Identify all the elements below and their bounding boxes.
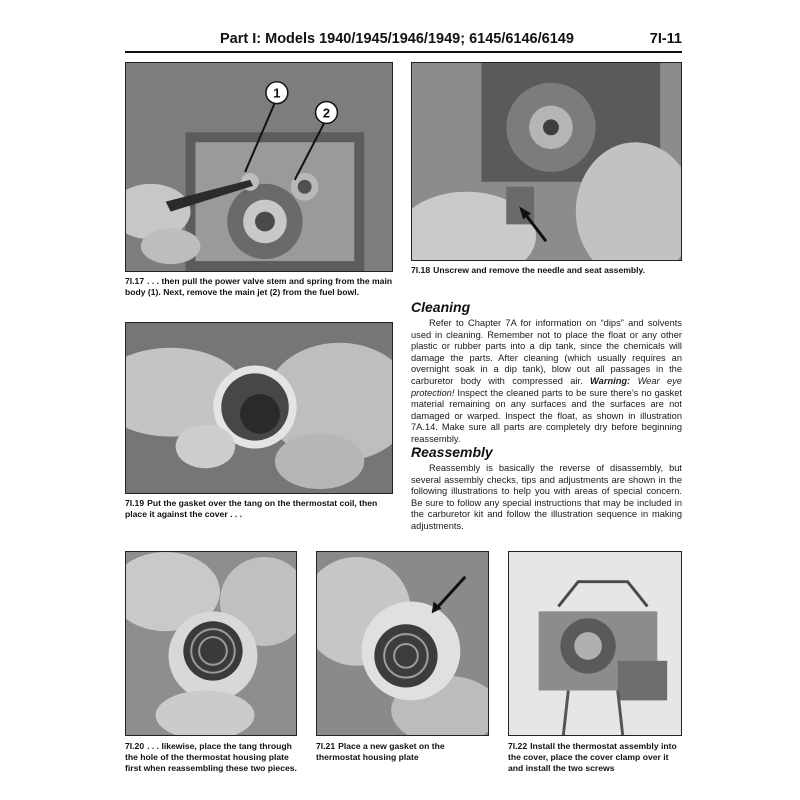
warning-label: Warning: xyxy=(590,375,631,386)
page-number: 7I-11 xyxy=(649,31,682,47)
callout-2-label: 2 xyxy=(322,105,331,121)
photo-7i17 xyxy=(125,62,393,272)
figure-number: 7I.19 xyxy=(125,498,145,508)
caption-text: Unscrew and remove the needle and seat assembly. xyxy=(433,265,646,275)
caption-text: Put the gasket over the tang on the thermostat coil, then place it against the cover . . . xyxy=(125,498,378,519)
photo-7i21 xyxy=(316,551,489,736)
heading-reassembly: Reassembly xyxy=(411,444,493,460)
photo-7i19 xyxy=(125,322,393,494)
caption-text: Install the thermostat assembly into the cover, place the cover clamp over it and install the two screws xyxy=(508,741,677,773)
warning-text: Wear eye protection! xyxy=(411,375,682,398)
caption-7i19 xyxy=(125,498,393,520)
caption-7i20 xyxy=(125,741,297,774)
caption-7i18 xyxy=(411,265,682,276)
caption-7i17 xyxy=(125,276,393,298)
heading-cleaning: Cleaning xyxy=(411,299,471,315)
photo-7i18 xyxy=(411,62,682,261)
callout-1 xyxy=(266,82,288,104)
callout-2 xyxy=(316,102,338,124)
reassembly-text xyxy=(411,463,682,533)
figure-number: 7I.22 xyxy=(508,741,528,751)
cleaning-text-1: Refer to Chapter 7A for information on “dips” and solvents used in cleaning. Remember not to place the float or any other plastic or rubber parts into a dip tank, since the chemicals will damage the parts. After cleaning (which usually requires an overnight soak in a dip tank), blow out all passages in the carburetor body with compressed air. xyxy=(411,318,682,386)
page-header xyxy=(125,28,682,54)
caption-text: . . . then pull the power valve stem and spring from the main body (1). Next, remove the main jet (2) from the fuel bowl. xyxy=(125,276,393,297)
caption-7i22 xyxy=(508,741,682,774)
figure-number: 7I.17 xyxy=(125,276,145,286)
figure-number: 7I.18 xyxy=(411,265,431,275)
header-rule xyxy=(125,51,682,53)
caption-text: . . . likewise, place the tang through the hole of the thermostat housing plate first when reassembling these two pieces. xyxy=(125,741,297,773)
caption-7i21 xyxy=(316,741,489,763)
header-title: Part I: Models 1940/1945/1946/1949; 6145/6146/6149 xyxy=(220,31,574,47)
figure-number: 7I.20 xyxy=(125,741,145,751)
photo-7i22 xyxy=(508,551,682,736)
caption-text: Place a new gasket on the thermostat housing plate xyxy=(316,741,445,762)
reassembly-paragraph: Reassembly is basically the reverse of disassembly, but several assembly checks, tips and adjustments are shown in the following illustrations to help you with areas of special concern. Be sure to follow any special instructions that may be included in the carburetor kit and follow the illustration sequence in making adjustments. xyxy=(411,463,682,531)
figure-number: 7I.21 xyxy=(316,741,336,751)
photo-7i20 xyxy=(125,551,297,736)
cleaning-text-2: Inspect the cleaned parts to be sure there’s no gasket material remaining on any surfaces and the surfaces are not damaged or warped. Inspect the float, as shown in illustration 7A.14. Make sure all parts are completely dry before beginning reassembly. xyxy=(411,387,682,444)
callout-1-label: 1 xyxy=(273,85,281,101)
cleaning-text xyxy=(411,318,682,446)
